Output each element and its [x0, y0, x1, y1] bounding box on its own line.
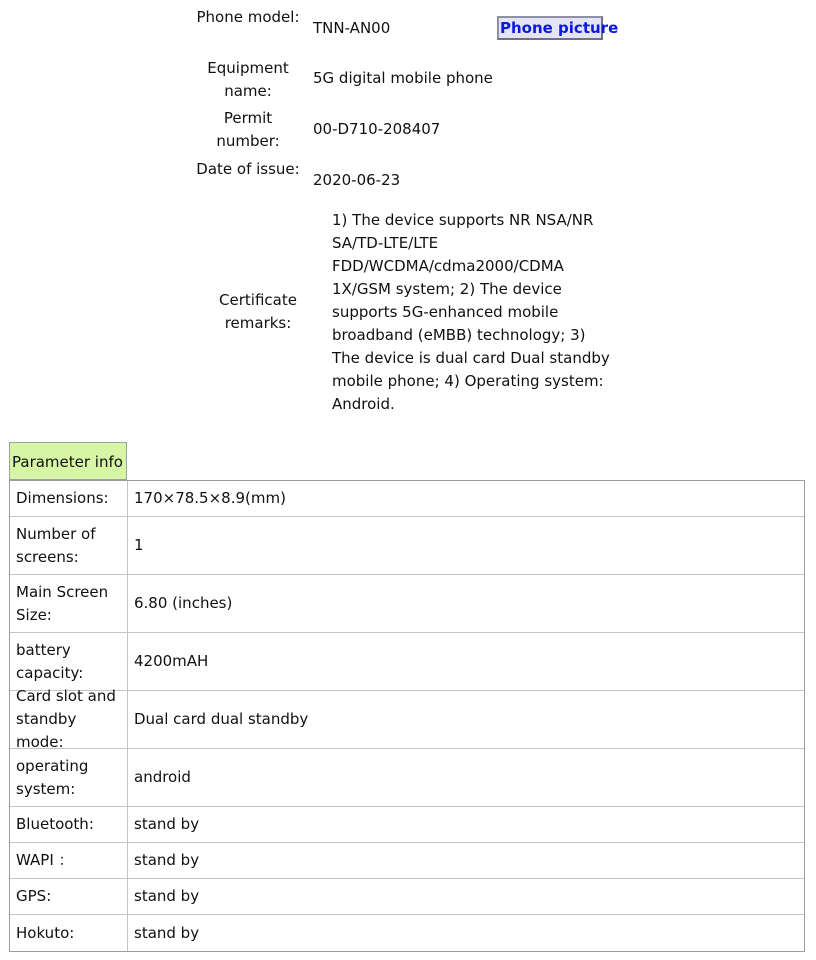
permit-number-value: 00-D710-208407 [313, 120, 441, 138]
table-row [10, 481, 804, 517]
table-row [10, 517, 804, 575]
param-key: Dimensions: [10, 481, 128, 516]
param-value: stand by [134, 815, 200, 833]
param-value: stand by [134, 887, 200, 905]
param-key: WAPI ： [10, 843, 128, 878]
param-key: Main Screen Size: [10, 575, 128, 632]
table-row [10, 843, 804, 879]
param-value: 4200mAH [134, 652, 209, 670]
param-key: Hokuto: [10, 915, 128, 951]
table-row [10, 749, 804, 807]
param-value: Dual card dual standby [134, 710, 309, 728]
parameter-info-header: Parameter info [9, 442, 127, 480]
param-key: Bluetooth: [10, 807, 128, 842]
phone-picture-button[interactable]: Phone picture [497, 16, 603, 40]
param-key: Number of screens: [10, 517, 128, 574]
param-key: Card slot and standby mode: [10, 691, 128, 748]
date-of-issue-label: Date of issue: [196, 160, 300, 178]
table-row [10, 879, 804, 915]
param-value: stand by [134, 923, 200, 942]
table-row [10, 915, 804, 951]
date-of-issue-value: 2020-06-23 [313, 171, 401, 189]
certificate-remarks-label: Certificate remarks: [219, 291, 297, 332]
param-value: android [134, 768, 191, 786]
table-row [10, 807, 804, 843]
param-value: stand by [134, 851, 200, 869]
permit-number-label: Permit number: [216, 109, 280, 150]
certificate-remarks-value: 1) The device supports NR NSA/NR SA/TD-LTE/LTE FDD/WCDMA/cdma2000/CDMA 1X/GSM system; 2) The device supports 5G-enhanced mobile broadband (eMBB) technology; 3) The device is dual card Dual standby mobile phone; 4) Operating system: Android. [332, 211, 610, 413]
param-value: 1 [134, 536, 144, 554]
parameter-table [9, 480, 805, 952]
equipment-name-value: 5G digital mobile phone [313, 69, 493, 87]
param-key: operating system: [10, 749, 128, 806]
phone-model-label: Phone model: [196, 8, 300, 26]
table-row [10, 687, 804, 751]
equipment-name-label: Equipment name: [207, 59, 289, 100]
table-row [10, 575, 804, 633]
param-key: battery capacity: [10, 633, 128, 690]
phone-model-value: TNN-AN00 [313, 19, 391, 37]
table-row [10, 633, 804, 691]
param-value: 6.80 (inches) [134, 594, 233, 612]
param-key: GPS: [10, 879, 128, 914]
param-value: 170×78.5×8.9(mm) [134, 489, 286, 507]
